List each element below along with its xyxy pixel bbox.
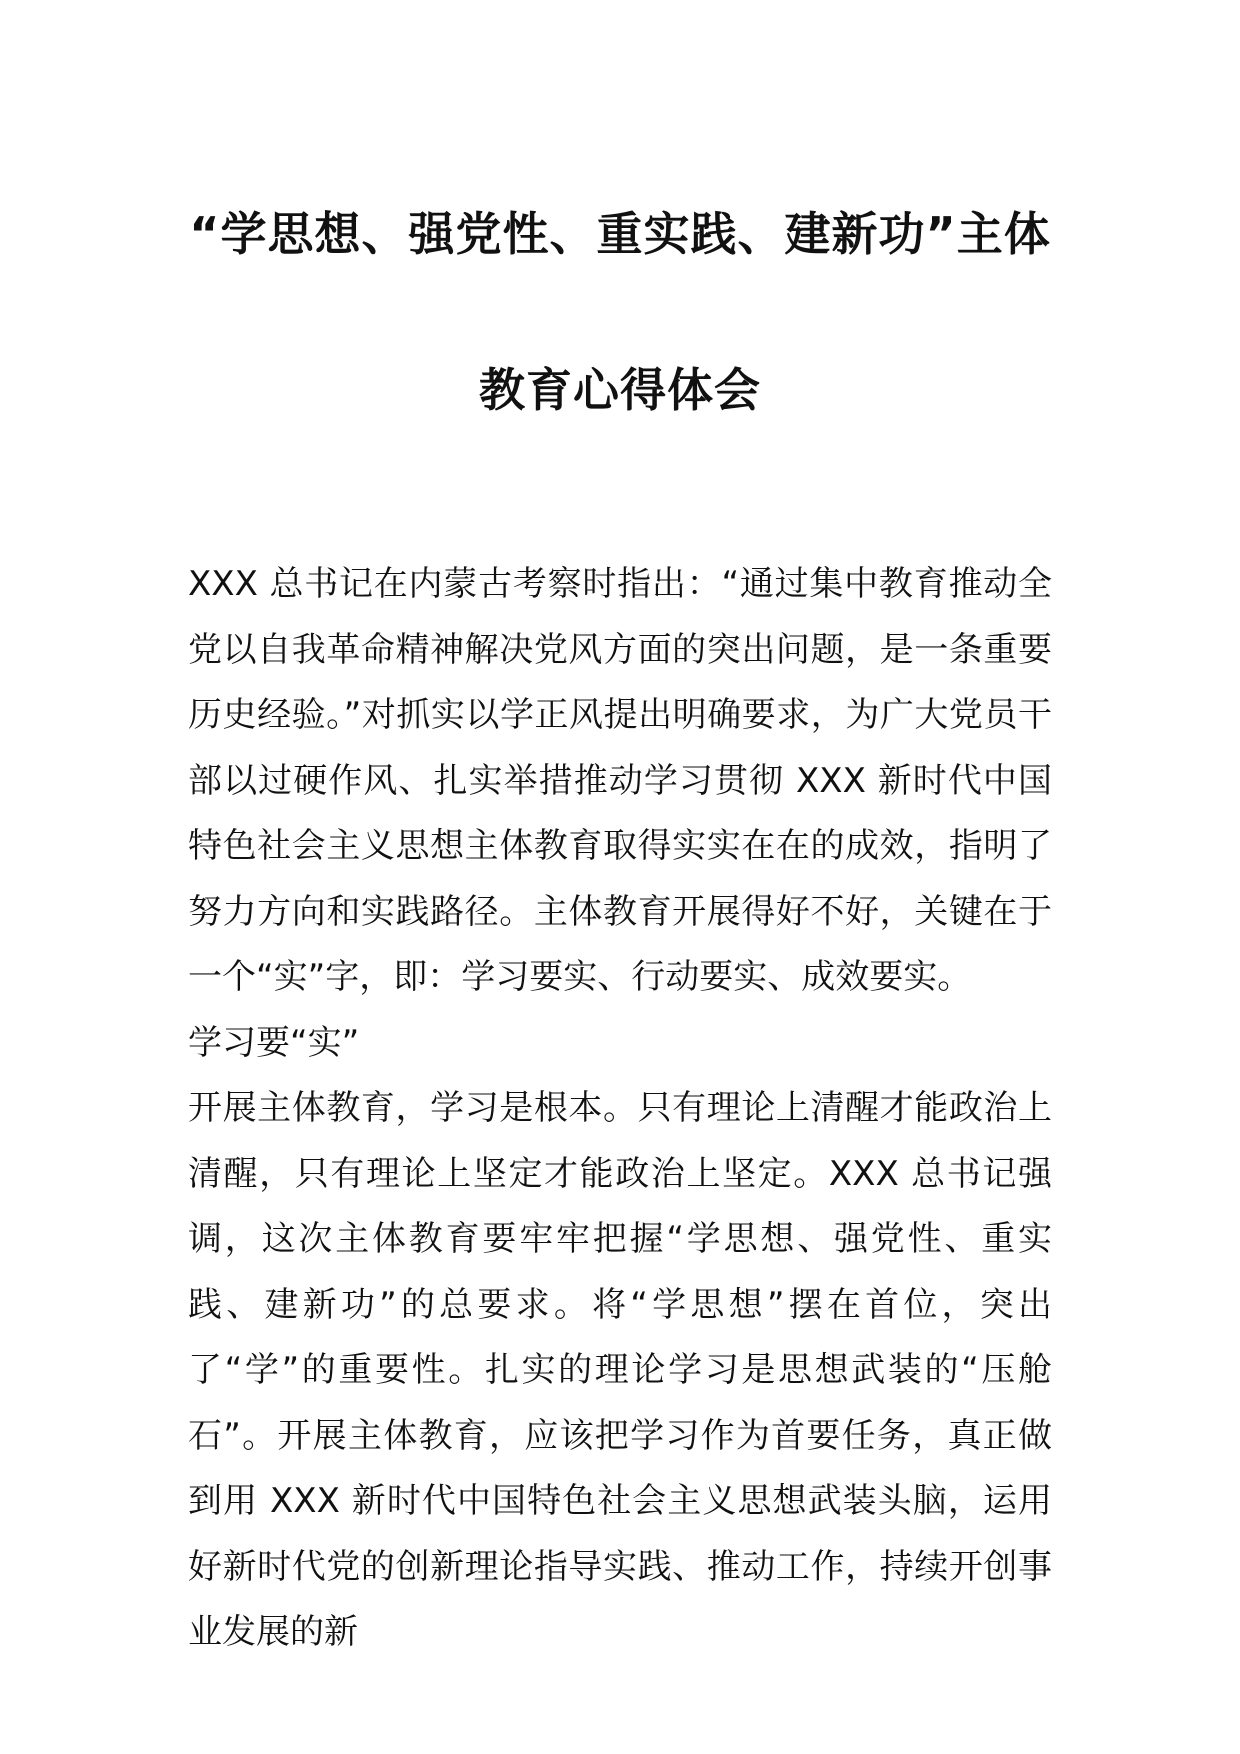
document-title-line-2: 教育心得体会	[479, 363, 761, 417]
document-body	[188, 552, 1052, 1666]
body-paragraph-intro: XXX 总书记在内蒙古考察时指出：“通过集中教育推动全党以自我革命精神解决党风方面的突出问题，是一条重要历史经验。”对抓实以学正风提出明确要求，为广大党员干部以过硬作风、扎实举措推动学习贯彻 XXX 新时代中国特色社会主义思想主体教育取得实实在在的成效，指明了努力方向和实践路径。主体教育开展得好不好，关键在于一个“实”字，即：学习要实、行动要实、成效要实。	[188, 564, 1052, 997]
document-title-line-1: “学思想、强党性、重实践、建新功”主体	[189, 207, 1051, 261]
section-heading-study: 学习要“实”	[188, 1022, 360, 1063]
body-paragraph-study: 开展主体教育，学习是根本。只有理论上清醒才能政治上清醒，只有理论上坚定才能政治上坚定。XXX 总书记强调，这次主体教育要牢牢把握“学思想、强党性、重实践、建新功”的总要求。将“学思想”摆在首位，突出了“学”的重要性。扎实的理论学习是思想武装的“压舱石”。开展主体教育，应该把学习作为首要任务，真正做到用 XXX 新时代中国特色社会主义思想武装头脑，运用好新时代党的创新理论指导实践、推动工作，持续开创事业发展的新	[188, 1088, 1052, 1652]
